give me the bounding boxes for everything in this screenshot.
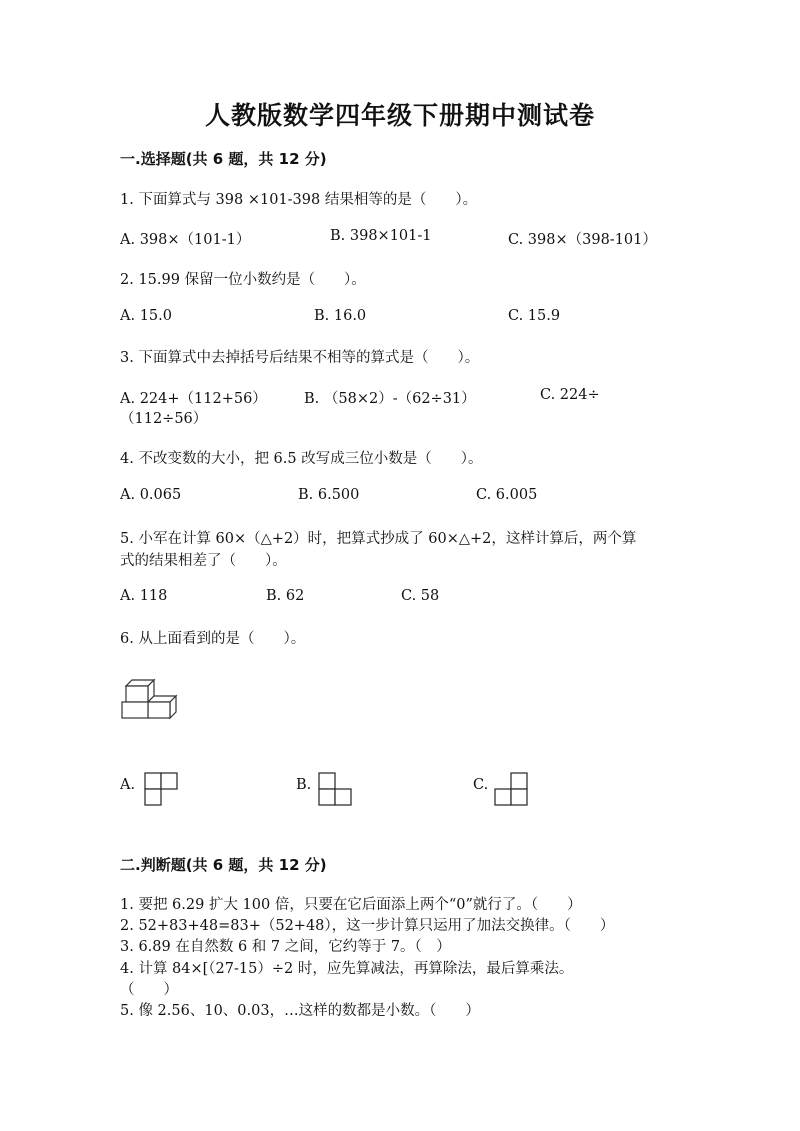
question-1: 1. 下面算式与 398 ×101-398 结果相等的是（ ）。 xyxy=(120,192,478,208)
question-5-line-1: 5. 小军在计算 60×（△+2）时，把算式抄成了 60×△+2，这样计算后，两个算 xyxy=(120,531,637,547)
judgment-item-4-continued: （ ） xyxy=(120,982,178,998)
question-4-option-c: C. 6.005 xyxy=(476,487,538,503)
page-title: 人教版数学四年级下册期中测试卷 xyxy=(204,101,595,130)
question-6-option-a: A. xyxy=(120,777,136,793)
option-b-top-view-figure xyxy=(318,772,352,808)
question-4-option-a: A. 0.065 xyxy=(120,487,182,503)
question-1-option-a: A. 398×（101-1） xyxy=(120,232,251,248)
option-c-top-view-figure xyxy=(494,772,530,808)
judgment-item-5: 5. 像 2.56、10、0.03，…这样的数都是小数。（ ） xyxy=(120,1003,480,1019)
section-1-heading: 一.选择题(共 6 题，共 12 分) xyxy=(120,150,327,168)
question-6: 6. 从上面看到的是（ ）。 xyxy=(120,631,306,647)
question-6-option-b: B. xyxy=(296,777,312,793)
question-4: 4. 不改变数的大小，把 6.5 改写成三位小数是（ ）。 xyxy=(120,451,483,467)
question-2-option-a: A. 15.0 xyxy=(120,308,172,324)
question-1-option-c: C. 398×（398-101） xyxy=(508,232,657,248)
question-2-option-b: B. 16.0 xyxy=(314,308,367,324)
judgment-item-2: 2. 52+83+48=83+（52+48），这一步计算只运用了加法交换律。（ ） xyxy=(120,918,615,934)
question-5-option-c: C. 58 xyxy=(401,588,440,604)
question-5-option-a: A. 118 xyxy=(120,588,168,604)
question-3-option-a: A. 224+（112+56） xyxy=(120,391,267,407)
question-5-option-b: B. 62 xyxy=(266,588,305,604)
judgment-item-4: 4. 计算 84×[（27-15）÷2 时，应先算减法，再算除法，最后算乘法。 xyxy=(120,961,574,977)
question-3-option-c: C. 224÷ xyxy=(540,387,600,403)
question-6-option-c: C. xyxy=(473,777,489,793)
section-2-heading: 二.判断题(共 6 题，共 12 分) xyxy=(120,856,327,874)
question-3-option-c-continued: （112÷56） xyxy=(120,411,208,427)
question-5-line-2: 式的结果相差了（ ）。 xyxy=(120,553,287,569)
question-3: 3. 下面算式中去掉括号后结果不相等的算式是（ ）。 xyxy=(120,350,480,366)
question-3-option-b: B. （58×2）-（62÷31） xyxy=(304,391,476,407)
judgment-item-1: 1. 要把 6.29 扩大 100 倍，只要在它后面添上两个“0”就行了。（ ） xyxy=(120,897,582,913)
question-1-option-b: B. 398×101-1 xyxy=(330,228,432,244)
question-4-option-b: B. 6.500 xyxy=(298,487,360,503)
judgment-item-3: 3. 6.89 在自然数 6 和 7 之间，它约等于 7。（ ） xyxy=(120,939,451,955)
question-2: 2. 15.99 保留一位小数约是（ ）。 xyxy=(120,272,366,288)
question-2-option-c: C. 15.9 xyxy=(508,308,561,324)
option-a-top-view-figure xyxy=(144,772,178,808)
cube-stack-figure xyxy=(118,678,188,728)
